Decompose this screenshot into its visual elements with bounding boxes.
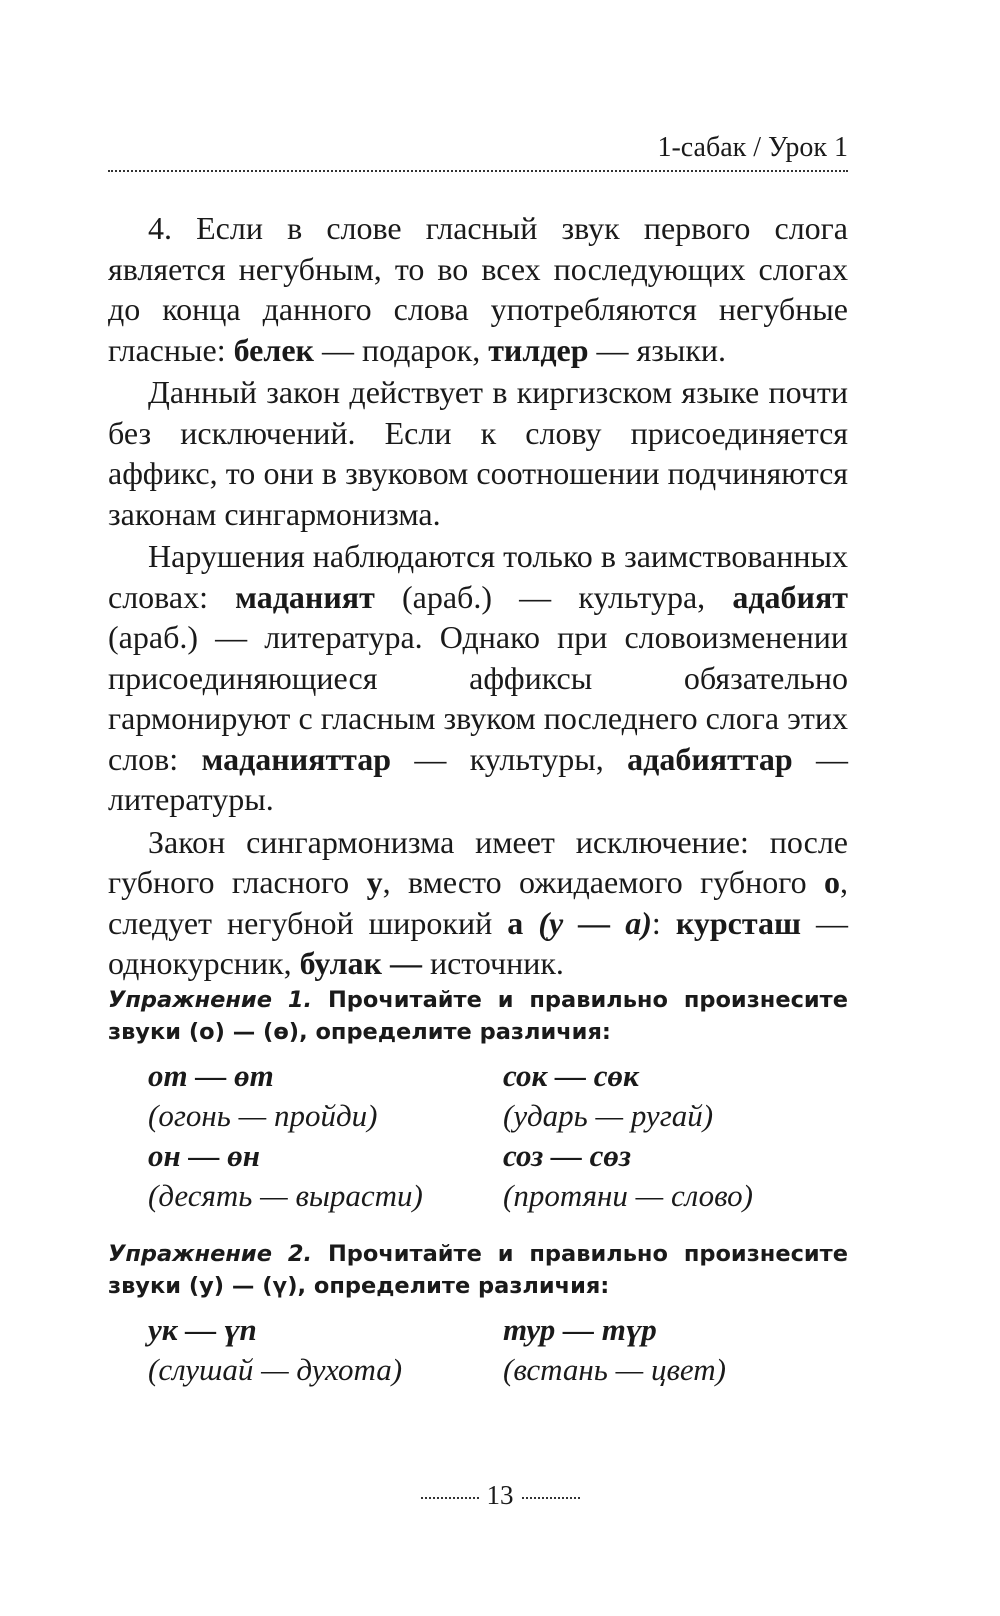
footer-dots-left — [421, 1497, 479, 1499]
text-run: — подарок, — [313, 331, 489, 368]
translation: (огонь — пройди) — [148, 1098, 378, 1133]
exercise-label: Упражнение 1. — [108, 987, 313, 1013]
word-pair: тур — түр — [503, 1312, 657, 1347]
kyrgyz-word: адабияттар — [627, 740, 793, 777]
exercise-instruction: Прочитайте и правильно произнесите звуки (у) — (ү), определите различия: — [108, 1241, 848, 1299]
vowel-letter: а — [507, 904, 524, 941]
translation: (десять — вырасти) — [148, 1178, 423, 1213]
translation: (слушай — духота) — [148, 1352, 403, 1387]
kyrgyz-word: маданияттар — [201, 740, 392, 777]
exercise-2-pairs — [148, 1310, 848, 1390]
exercise-1-pairs — [148, 1056, 848, 1216]
word-pair: сок — сөк — [503, 1058, 639, 1093]
vowel-pair: (у — а) — [538, 904, 652, 941]
word-pair: от — өт — [148, 1058, 274, 1093]
text-run: — культуры, — [391, 740, 628, 777]
translation: (встань — цвет) — [503, 1352, 726, 1387]
kyrgyz-word: тилдер — [488, 331, 589, 368]
text-run: (араб.) — литература. Однако при словоизменении присоединяющиеся аффиксы обязательно гармонируют с гласным звуком последнего слога этих слов: — [108, 619, 848, 777]
vowel-letter: о — [824, 864, 841, 900]
exercise-instruction: Прочитайте и правильно произнесите звуки (о) — (ө), определите различия: — [108, 987, 848, 1045]
word-pair: соз — сөз — [503, 1138, 632, 1173]
translation: (ударь — ругай) — [503, 1098, 714, 1133]
running-header: 1-сабак / Урок 1 — [657, 132, 848, 163]
translation: (протяни — слово) — [503, 1178, 753, 1213]
exercise-1-heading — [108, 984, 848, 1048]
paragraph-3 — [108, 536, 848, 820]
text-run: Нарушения наблюдаются только в заимствованных словах: — [108, 538, 848, 615]
text-run: : — [651, 904, 676, 941]
footer-dots-right — [522, 1497, 580, 1499]
text-run: 4. Если в слове гласный звук первого слога является негубным, то во всех последующих слогах до конца данного слова употребляются негубные гласные: — [108, 210, 848, 368]
text-run: , следует негубной широкий — [108, 864, 849, 941]
kyrgyz-word: булак — — [299, 945, 422, 981]
text-run: — однокурсник, — [108, 904, 849, 981]
word-pair: ук — үп — [148, 1312, 257, 1347]
paragraph-4 — [108, 822, 848, 984]
kyrgyz-word: белек — [233, 331, 314, 368]
word-pair: он — өн — [148, 1138, 260, 1173]
kyrgyz-word: адабият — [732, 578, 849, 615]
exercise-label: Упражнение 2. — [108, 1241, 313, 1267]
vowel-letter: у — [366, 864, 383, 900]
page-footer — [0, 1478, 1000, 1512]
text-run: Закон сингармонизма имеет исключение: после губного гласного — [108, 823, 848, 900]
exercise-2-heading — [108, 1238, 848, 1302]
kyrgyz-word: курсташ — [675, 904, 801, 941]
text-run: — литературы. — [108, 740, 849, 817]
paragraph-1 — [108, 208, 848, 370]
lesson-text — [108, 208, 848, 986]
kyrgyz-word: маданият — [235, 578, 375, 615]
header-dotted-rule — [108, 170, 848, 172]
text-run: источник. — [421, 945, 564, 981]
text-run: (араб.) — культура, — [374, 578, 733, 615]
page-number: 13 — [486, 1480, 514, 1510]
text-run: — языки. — [588, 331, 727, 368]
paragraph-2: Данный закон действует в киргизском языке почти без исключений. Если к слову присоединяется аффикс, то они в звуковом соотношении подчиняются законам сингармонизма. — [108, 374, 848, 532]
text-run: , вместо ожидаемого губного — [382, 864, 825, 900]
